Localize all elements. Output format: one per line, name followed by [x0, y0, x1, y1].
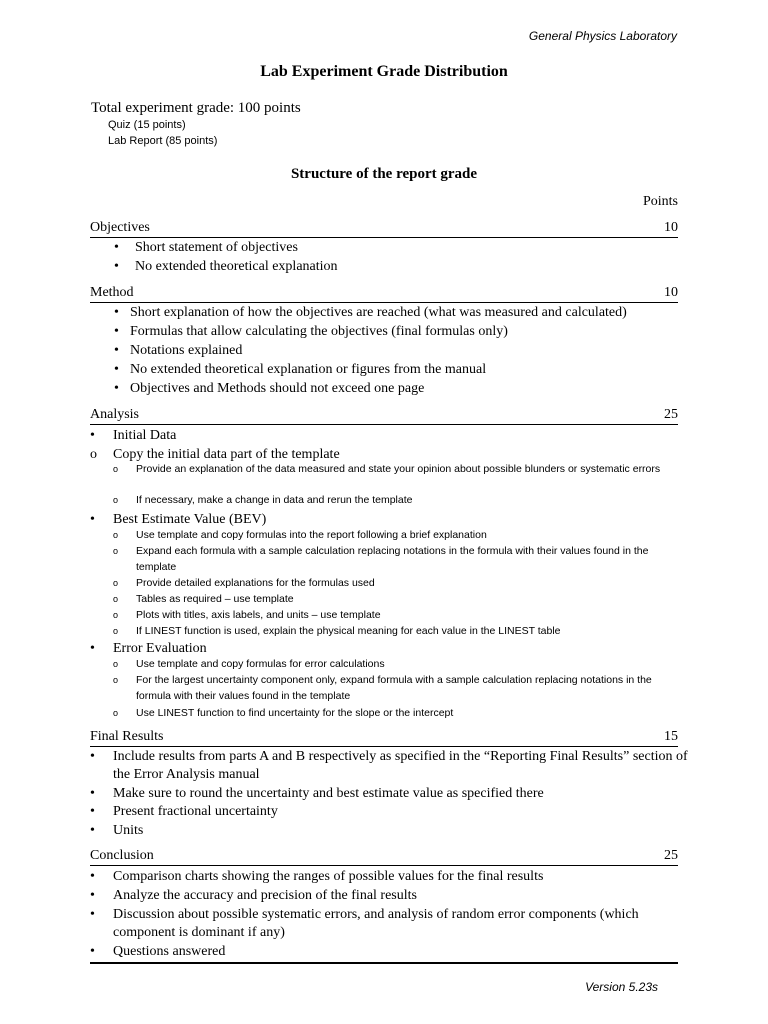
report-structure-title: Structure of the report grade — [290, 166, 478, 182]
quiz-points: Quiz (15 points) — [108, 119, 186, 131]
bullet-icon: • — [114, 362, 119, 377]
lab-name-header: General Physics Laboratory — [528, 29, 677, 43]
list-item: • Best Estimate Value (BEV) — [90, 512, 267, 527]
sub-list-item: o If necessary, make a change in data and rerun the template — [113, 494, 413, 506]
bullet-icon: • — [90, 869, 95, 884]
bullet-icon: • — [114, 343, 119, 358]
bullet-icon: • — [114, 259, 119, 274]
circle-bullet-icon: o — [113, 594, 119, 604]
sub-list-item: o Expand each formula with a sample calculation replacing notations in the formula with their values found in the template — [113, 545, 649, 573]
section-points: 25 — [664, 848, 678, 863]
circle-bullet-icon: o — [113, 610, 119, 620]
bullet-icon: • — [90, 428, 95, 443]
circle-bullet-icon: o — [90, 447, 97, 462]
section-objectives — [90, 219, 678, 238]
circle-bullet-icon: o — [113, 626, 119, 636]
bullet-icon: • — [90, 888, 95, 903]
section-analysis — [90, 406, 678, 425]
bullet-icon: • — [114, 381, 119, 396]
list-item: • Notations explained — [114, 343, 243, 358]
circle-bullet-icon: o — [113, 530, 119, 540]
list-item: • Comparison charts showing the ranges of possible values for the final results — [90, 869, 544, 884]
version-footer: Version 5.23s — [585, 980, 658, 994]
sub-list-item: o Use template and copy formulas into the report following a brief explanation — [113, 529, 487, 541]
list-item: o Copy the initial data part of the template — [90, 447, 340, 462]
section-points: 10 — [664, 285, 678, 300]
list-item: • Units — [90, 823, 144, 838]
bullet-icon: • — [90, 512, 95, 527]
section-method — [90, 284, 678, 303]
list-item: • Analyze the accuracy and precision of the final results — [90, 888, 417, 903]
circle-bullet-icon: o — [113, 578, 119, 588]
bullet-icon: • — [90, 907, 95, 922]
points-column-header: Points — [642, 194, 678, 209]
section-name: Conclusion — [90, 848, 154, 863]
list-item: • Short statement of objectives — [114, 240, 298, 255]
sub-list-item: o Provide an explanation of the data measured and state your opinion about possible blunders or systematic errors — [113, 463, 661, 475]
section-points: 15 — [664, 729, 678, 744]
list-item: • Error Evaluation — [90, 641, 207, 656]
total-grade: Total experiment grade: 100 points — [91, 100, 301, 116]
list-item: • No extended theoretical explanation — [114, 259, 338, 274]
list-item: • No extended theoretical explanation or figures from the manual — [114, 362, 487, 377]
section-name: Objectives — [90, 220, 150, 235]
section-name: Final Results — [90, 729, 164, 744]
list-item: • Present fractional uncertainty — [90, 804, 278, 819]
bullet-icon: • — [90, 786, 95, 801]
section-points: 10 — [664, 220, 678, 235]
bullet-icon: • — [114, 324, 119, 339]
bullet-icon: • — [114, 305, 119, 320]
sub-list-item: o Use LINEST function to find uncertainty for the slope or the intercept — [113, 707, 454, 719]
list-item: • Discussion about possible systematic errors, and analysis of random error components (which component is dominant if any) — [90, 907, 639, 940]
section-name: Analysis — [90, 407, 139, 422]
list-item: • Formulas that allow calculating the objectives (final formulas only) — [114, 324, 508, 339]
bullet-icon: • — [90, 804, 95, 819]
bullet-icon: • — [90, 641, 95, 656]
list-item: • Objectives and Methods should not exceed one page — [114, 381, 425, 396]
sub-list-item: o If LINEST function is used, explain the physical meaning for each value in the LINEST table — [113, 625, 561, 637]
page-title: Lab Experiment Grade Distribution — [260, 63, 508, 80]
bullet-icon: • — [90, 749, 95, 764]
bottom-divider — [90, 962, 678, 964]
circle-bullet-icon: o — [113, 464, 119, 474]
sub-list-item: o Tables as required – use template — [113, 593, 294, 605]
circle-bullet-icon: o — [113, 495, 119, 505]
bullet-icon: • — [90, 823, 95, 838]
section-name: Method — [90, 285, 134, 300]
circle-bullet-icon: o — [113, 708, 119, 718]
list-item: • Include results from parts A and B respectively as specified in the “Reporting Final Results” section of the Error Analysis manual — [90, 749, 688, 782]
sub-list-item: o Plots with titles, axis labels, and units – use template — [113, 609, 381, 621]
list-item: • Questions answered — [90, 944, 226, 959]
list-item: • Initial Data — [90, 428, 177, 443]
bullet-icon: • — [114, 240, 119, 255]
section-final-results — [90, 728, 678, 747]
list-item: • Short explanation of how the objectives are reached (what was measured and calculated) — [114, 305, 627, 320]
sub-list-item: o Use template and copy formulas for error calculations — [113, 658, 385, 670]
circle-bullet-icon: o — [113, 675, 119, 685]
section-points: 25 — [664, 407, 678, 422]
sub-list-item: o For the largest uncertainty component only, expand formula with a sample calculation replacing notations in the formula with their values found in the template — [113, 674, 652, 702]
sub-list-item: o Provide detailed explanations for the formulas used — [113, 577, 375, 589]
lab-report-points: Lab Report (85 points) — [108, 135, 218, 147]
list-item: • Make sure to round the uncertainty and best estimate value as specified there — [90, 786, 544, 801]
bullet-icon: • — [90, 944, 95, 959]
circle-bullet-icon: o — [113, 659, 119, 669]
circle-bullet-icon: o — [113, 546, 119, 556]
section-conclusion — [90, 847, 678, 866]
